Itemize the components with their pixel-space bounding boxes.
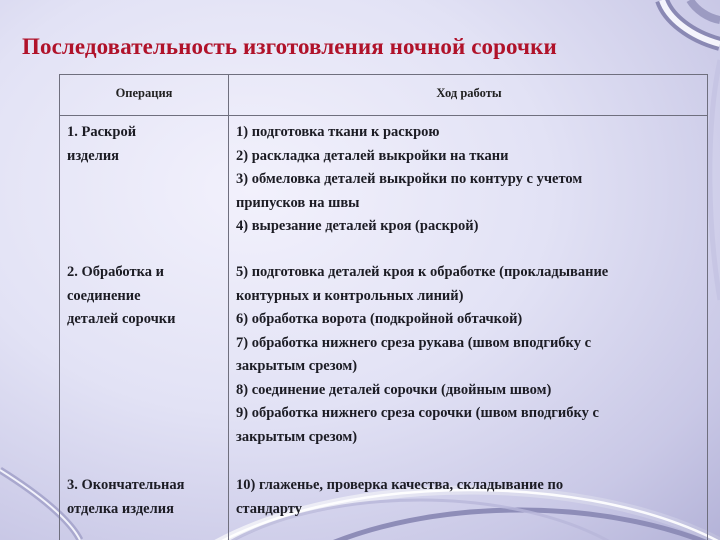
list-item: 1) подготовка ткани к раскрою [236, 124, 440, 140]
operation-cell-1: 1. Раскрой изделия [67, 124, 137, 164]
operation-cell-3: 3. Окончательная отделка изделия [67, 477, 185, 517]
header-operation: Операция [115, 86, 173, 100]
list-item: 7) обработка нижнего среза рукава (швом вподгибку с закрытым срезом) [236, 334, 592, 374]
header-work: Ход работы [436, 86, 502, 100]
column-divider [228, 75, 229, 540]
list-item: 9) обработка нижнего среза сорочки (швом вподгибку с закрытым срезом) [236, 405, 599, 445]
steps-list-1 [236, 121, 704, 239]
list-item: 4) вырезание деталей кроя (раскрой) [236, 218, 479, 234]
operation-cell-2: 2. Обработка и соединение деталей сорочки [67, 264, 176, 327]
list-item: 10) глаженье, проверка качества, складывание по стандарту [236, 477, 564, 517]
steps-list-3 [236, 474, 704, 521]
steps-list-2 [236, 261, 704, 449]
list-item: 8) соединение деталей сорочки (двойным швом) [236, 381, 552, 398]
page-title: Последовательность изготовления ночной сорочки [22, 34, 557, 59]
header-divider [60, 115, 707, 116]
list-item: 2) раскладка деталей выкройки на ткани [236, 147, 509, 164]
list-item: 3) обмеловка деталей выкройки по контуру с учетом припусков на швы [236, 171, 583, 211]
list-item: 5) подготовка деталей кроя к обработке (прокладывание контурных и контрольных линий) [236, 264, 609, 304]
list-item: 6) обработка ворота (подкройной обтачкой) [236, 311, 523, 327]
process-table [59, 74, 708, 540]
